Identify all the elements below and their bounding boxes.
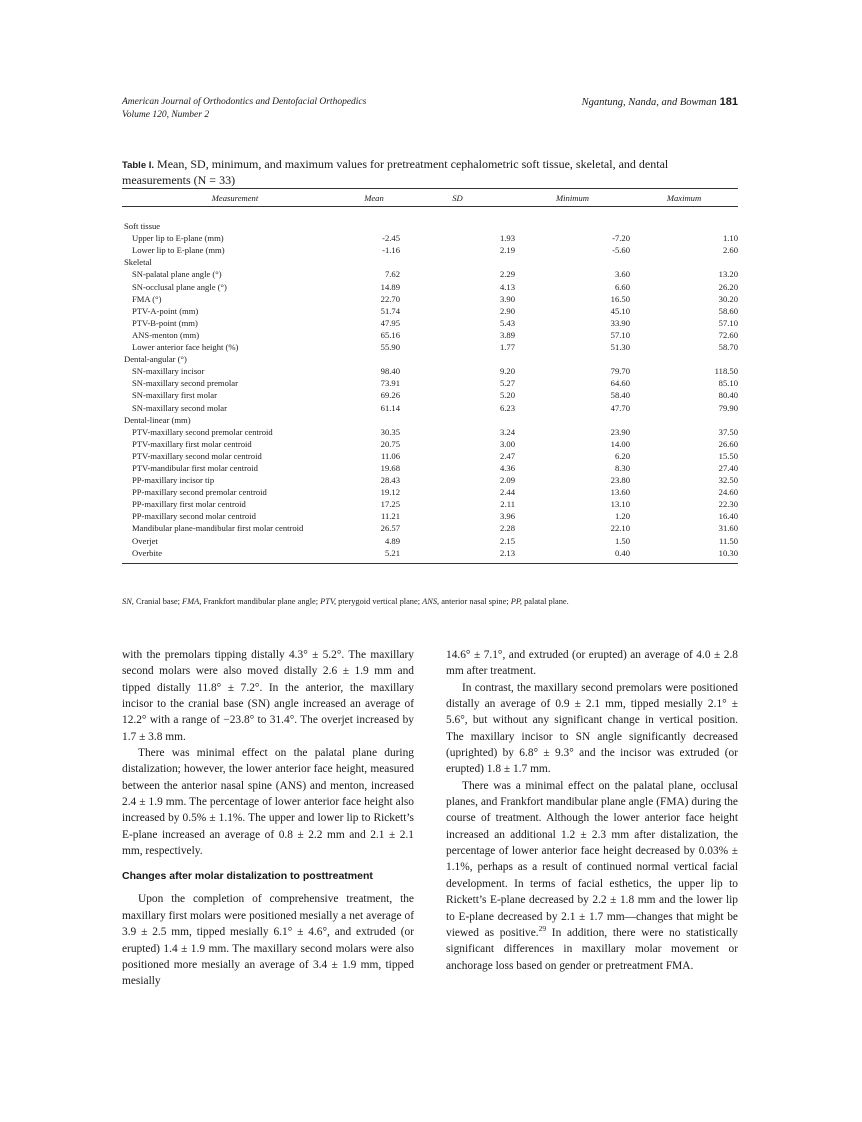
table-row	[122, 389, 738, 401]
cell-min: 58.40	[610, 390, 630, 401]
cell-sd: 1.93	[499, 233, 515, 244]
cell-mean	[348, 414, 400, 426]
cell-min: 6.20	[614, 450, 630, 461]
cell-min: 33.90	[610, 317, 630, 328]
cell-max: 85.10	[718, 378, 738, 389]
measurement-label: SN-maxillary second molar	[132, 402, 227, 413]
table-row	[122, 450, 738, 462]
cell-sd: 2.09	[499, 475, 515, 486]
cell-sd	[400, 207, 515, 233]
measurement-label: PP-maxillary second molar centroid	[132, 511, 256, 522]
section-heading: Changes after molar distalization to posttreatment	[122, 870, 373, 883]
cell-max: 15.50	[718, 450, 738, 461]
reference-superscript: 29	[538, 924, 547, 934]
body-column-right	[446, 647, 738, 974]
measurement-label: PTV-maxillary first molar centroid	[132, 438, 252, 449]
cell-mean: 47.95	[380, 317, 400, 328]
fn-pp-text: palatal plane.	[522, 597, 569, 606]
cell-min: 22.10	[610, 523, 630, 534]
fn-sn-text: Cranial base;	[133, 597, 183, 606]
cell-mean	[348, 207, 400, 233]
table-caption	[122, 157, 738, 187]
cell-min: -7.20	[612, 233, 630, 244]
body-column-left	[122, 647, 414, 990]
table-row	[122, 317, 738, 329]
measurement-label: SN-palatal plane angle (°)	[132, 269, 222, 280]
paragraph: with the premolars tipping distally 4.3° ± 5.2°. The maxillary second molars were also moved distally 2.6 ± 1.9 mm and tipped distally 11.8° ± 7.2°. In the anterior, the maxillary incisor to the cranial base (SN) angle increased an average of 12.2° with a range of −23.8° to 31.4°. The overjet increased by 1.7 ± 3.8 mm.	[122, 649, 414, 743]
cell-sd: 4.36	[499, 462, 515, 473]
cell-sd: 3.24	[499, 426, 515, 437]
cell-max: 10.30	[630, 547, 738, 564]
journal-title: American Journal of Orthodontics and Dentofacial Orthopedics	[122, 97, 367, 107]
table-row	[122, 522, 738, 534]
table-row	[122, 365, 738, 377]
table-row	[122, 232, 738, 244]
cell-mean: 19.12	[380, 487, 400, 498]
table-row	[122, 293, 738, 305]
cell-max: 1.10	[722, 233, 738, 244]
cell-max	[630, 353, 738, 365]
cell-sd: 3.00	[499, 438, 515, 449]
table-group-row	[122, 207, 738, 233]
measurement-label: SN-maxillary first molar	[132, 390, 217, 401]
cell-mean: 17.25	[380, 499, 400, 510]
cell-max: 80.40	[718, 390, 738, 401]
col-header-sd: SD	[400, 189, 515, 207]
fn-pp-abbr: PP,	[510, 597, 522, 606]
table-row	[122, 486, 738, 498]
cell-min: 16.50	[610, 293, 630, 304]
cell-max: 58.70	[718, 342, 738, 353]
cell-max: 24.60	[718, 487, 738, 498]
group-label: Dental-angular (°)	[124, 354, 187, 365]
cell-max: 32.50	[718, 475, 738, 486]
paragraph-text-tail: In addition, there were no statistically significant differences in maxillary molar movement or anchorage loss based on gender or pretreatment FMA.	[446, 926, 738, 972]
table-header	[122, 189, 738, 207]
measurement-label: SN-maxillary incisor	[132, 366, 205, 377]
cell-min: 47.70	[610, 402, 630, 413]
table-row	[122, 268, 738, 280]
measurement-label: FMA (°)	[132, 293, 162, 304]
measurement-label: PTV-maxillary second molar centroid	[132, 450, 262, 461]
paragraph: There was minimal effect on the palatal plane during distalization; however, the lower anterior face height, measured between the anterior nasal spine (ANS) and menton, increased 2.4 ± 1.9 mm. The percentage of lower anterior face height also increased by 0.5% ± 1.1%. The upper and lower lip to Rickett’s E-plane increased an average of 0.8 ± 2.2 mm and 2.1 ± 2.1 mm, respectively.	[122, 747, 414, 858]
author-page	[582, 96, 738, 109]
cell-max: 27.40	[718, 462, 738, 473]
cell-sd: 2.29	[499, 269, 515, 280]
cell-min: 6.60	[614, 281, 630, 292]
table-row	[122, 426, 738, 438]
cell-min	[515, 256, 630, 268]
table-caption-text: Mean, SD, minimum, and maximum values for pretreatment cephalometric soft tissue, skeletal, and dental measurements (N = 33)	[122, 157, 669, 187]
cell-sd: 3.90	[499, 293, 515, 304]
cell-mean	[348, 353, 400, 365]
cell-min: 3.60	[614, 269, 630, 280]
cell-max	[630, 256, 738, 268]
cell-min: 45.10	[610, 305, 630, 316]
cell-mean: 28.43	[380, 475, 400, 486]
measurement-label: Overjet	[132, 535, 158, 546]
cell-max: 57.10	[718, 317, 738, 328]
table-row	[122, 305, 738, 317]
measurement-label: SN-maxillary second premolar	[132, 378, 238, 389]
cell-sd: 2.19	[499, 245, 515, 256]
cell-min: 51.30	[610, 342, 630, 353]
measurement-label: PP-maxillary incisor tip	[132, 475, 215, 486]
cell-max: 31.60	[718, 523, 738, 534]
cell-mean: 4.89	[384, 535, 400, 546]
cell-min: 0.40	[515, 547, 630, 564]
cell-mean: 61.14	[380, 402, 400, 413]
table-group-row	[122, 353, 738, 365]
cell-sd	[400, 414, 515, 426]
cell-max: 11.50	[718, 535, 738, 546]
cell-sd: 2.28	[499, 523, 515, 534]
measurements-table	[122, 188, 738, 564]
cell-sd: 3.96	[499, 511, 515, 522]
cell-min: 13.60	[610, 487, 630, 498]
measurement-label: PTV-mandibular first molar centroid	[132, 462, 258, 473]
cell-max: 30.20	[718, 293, 738, 304]
journal-info	[122, 96, 366, 122]
col-header-maximum: Maximum	[630, 189, 738, 207]
paragraph-text: There was a minimal effect on the palatal plane, occlusal planes, and Frankfort mandibular plane angle (FMA) during the course of treatment. Although the lower anterior face height increased an additional 1.2 ± 2.3 mm after distalization, the percentage of lower anterior face height decreased by 0.03% ± 1.1%, perhaps as a result of continued normal vertical facial development. In terms of facial esthetics, the upper lip to Rickett’s E-plane decreased by 2.2 ± 1.8 mm and the lower lip to E-plane decreased by 2.1 ± 1.7 mm—changes that might be viewed as positive.	[446, 779, 738, 939]
authors: Ngantung, Nanda, and Bowman	[581, 97, 717, 108]
cell-min: 1.20	[614, 511, 630, 522]
journal-volume: Volume 120, Number 2	[122, 110, 210, 120]
paragraph: 14.6° ± 7.1°, and extruded (or erupted) an average of 4.0 ± 2.8 mm after treatment.	[446, 649, 738, 678]
cell-sd: 2.11	[500, 499, 515, 510]
measurement-label: Upper lip to E-plane (mm)	[132, 233, 224, 244]
cell-sd	[400, 256, 515, 268]
cell-min: 8.30	[614, 462, 630, 473]
cell-max: 13.20	[718, 269, 738, 280]
table-row	[122, 402, 738, 414]
cell-min: 23.80	[610, 475, 630, 486]
table-row	[122, 244, 738, 256]
table-row	[122, 498, 738, 510]
cell-max: 26.20	[718, 281, 738, 292]
cell-min: 64.60	[610, 378, 630, 389]
cell-min: 13.10	[610, 499, 630, 510]
cell-sd: 5.43	[499, 317, 515, 328]
cell-sd: 2.90	[499, 305, 515, 316]
fn-ptv-abbr: PTV,	[320, 597, 337, 606]
table-body	[122, 207, 738, 564]
cell-min: -5.60	[612, 245, 630, 256]
cell-mean: -1.16	[382, 245, 400, 256]
cell-sd: 5.20	[499, 390, 515, 401]
measurement-label: PTV-maxillary second premolar centroid	[132, 426, 273, 437]
measurement-label: Overbite	[122, 547, 348, 564]
measurement-label: PTV-B-point (mm)	[132, 317, 198, 328]
cell-mean: 65.16	[380, 329, 400, 340]
cell-sd: 2.44	[499, 487, 515, 498]
cell-min: 14.00	[610, 438, 630, 449]
table-row	[122, 510, 738, 522]
table-row	[122, 329, 738, 341]
cell-mean: 51.74	[380, 305, 400, 316]
cell-max: 79.90	[718, 402, 738, 413]
measurement-label: PTV-A-point (mm)	[132, 305, 199, 316]
cell-max: 16.40	[718, 511, 738, 522]
cell-sd: 2.15	[499, 535, 515, 546]
cell-mean: 19.68	[380, 462, 400, 473]
fn-ans-abbr: ANS,	[422, 597, 440, 606]
table-row	[122, 474, 738, 486]
cell-sd: 1.77	[499, 342, 515, 353]
cell-mean: 98.40	[380, 366, 400, 377]
measurement-label: ANS-menton (mm)	[132, 329, 200, 340]
cell-max: 118.50	[714, 366, 738, 377]
cell-mean: 11.21	[380, 511, 400, 522]
cell-mean: 22.70	[380, 293, 400, 304]
cell-min	[515, 414, 630, 426]
measurement-label: Lower lip to E-plane (mm)	[132, 245, 225, 256]
cell-min: 57.10	[610, 329, 630, 340]
col-header-measurement: Measurement	[122, 189, 348, 207]
fn-sn-abbr: SN,	[122, 597, 134, 606]
fn-fma-abbr: FMA,	[182, 597, 202, 606]
group-label: Dental-linear (mm)	[124, 414, 191, 425]
cell-mean: 11.06	[380, 450, 400, 461]
table-footnote	[122, 596, 738, 607]
cell-mean: 5.21	[348, 547, 400, 564]
cell-mean: -2.45	[382, 233, 400, 244]
cell-mean: 73.91	[380, 378, 400, 389]
cell-max: 26.60	[718, 438, 738, 449]
paragraph: In contrast, the maxillary second premolars were positioned distally an average of 0.9 ± 2.1 mm, tipped mesially 2.1° ± 5.6°, but without any significant change in vertical position. The maxillary incisor to SN angle significantly decreased (uprighted) by 6.8° ± 9.3° and the incisor was extruded (or erupted) 1.8 ± 1.7 mm.	[446, 681, 738, 776]
col-header-minimum: Minimum	[515, 189, 630, 207]
measurement-label: PP-maxillary second premolar centroid	[132, 487, 267, 498]
cell-max: 22.30	[718, 499, 738, 510]
cell-mean: 7.62	[384, 269, 400, 280]
cell-mean: 30.35	[380, 426, 400, 437]
paragraph: Upon the completion of comprehensive treatment, the maxillary first molars were positioned mesially a net average of 3.9 ± 2.5 mm, tipped mesially 6.1° ± 4.6°, and extruded (or erupted) 1.4 ± 1.9 mm. The maxillary second molars were also positioned more mesially an average of 3.4 ± 1.9 mm, tipped mesially	[122, 893, 414, 988]
cell-mean: 69.26	[380, 390, 400, 401]
col-header-mean: Mean	[348, 189, 400, 207]
cell-mean: 14.89	[380, 281, 400, 292]
table-row	[122, 535, 738, 547]
cell-min: 1.50	[614, 535, 630, 546]
table-label: Table I.	[122, 160, 155, 171]
cell-min	[515, 207, 630, 233]
measurement-label: SN-occlusal plane angle (°)	[132, 281, 227, 292]
cell-mean: 55.90	[380, 342, 400, 353]
table-row	[122, 377, 738, 389]
measurement-label: PP-maxillary first molar centroid	[132, 499, 246, 510]
fn-fma-text: Frankfort mandibular plane angle;	[201, 597, 321, 606]
fn-ptv-text: pterygoid vertical plane;	[336, 597, 423, 606]
cell-sd: 6.23	[499, 402, 515, 413]
table-row	[122, 281, 738, 293]
cell-sd: 5.27	[499, 378, 515, 389]
cell-min	[515, 353, 630, 365]
cell-sd: 4.13	[499, 281, 515, 292]
cell-max: 2.60	[722, 245, 738, 256]
cell-mean: 20.75	[380, 438, 400, 449]
fn-ans-text: anterior nasal spine;	[439, 597, 511, 606]
table-group-row	[122, 414, 738, 426]
cell-sd: 3.89	[499, 329, 515, 340]
measurement-label: Mandibular plane-mandibular first molar centroid	[132, 523, 304, 534]
page-number: 181	[719, 96, 738, 108]
group-label: Soft tissue	[124, 221, 161, 232]
cell-mean	[348, 256, 400, 268]
cell-sd	[400, 353, 515, 365]
table-group-row	[122, 256, 738, 268]
measurement-label: Lower anterior face height (%)	[132, 342, 239, 353]
cell-max	[630, 414, 738, 426]
table-row	[122, 341, 738, 353]
table-row	[122, 547, 738, 564]
group-label: Skeletal	[124, 257, 152, 268]
cell-max	[630, 207, 738, 233]
cell-max: 58.60	[718, 305, 738, 316]
cell-sd: 2.13	[400, 547, 515, 564]
cell-min: 23.90	[610, 426, 630, 437]
cell-sd: 2.47	[499, 450, 515, 461]
cell-mean: 26.57	[380, 523, 400, 534]
cell-max: 37.50	[718, 426, 738, 437]
paragraph	[446, 778, 738, 974]
table-row	[122, 438, 738, 450]
cell-min: 79.70	[610, 366, 630, 377]
cell-max: 72.60	[718, 329, 738, 340]
cell-sd: 9.20	[499, 366, 515, 377]
table-row	[122, 462, 738, 474]
